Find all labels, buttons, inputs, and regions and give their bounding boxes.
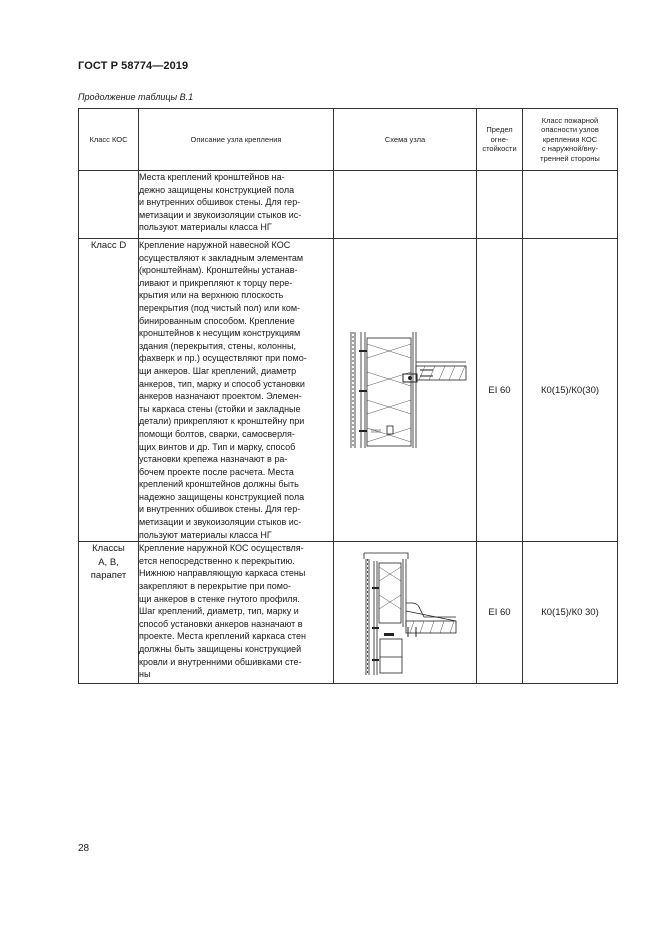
description-line: щи анкеров в стенке гнутого профиля.: [139, 593, 300, 604]
description-line: фахверк и пр.) осуществляют при помо-: [139, 353, 307, 364]
table-caption: Продолжение таблицы В.1: [78, 92, 194, 102]
parapet-scheme: [350, 547, 460, 679]
class-cell: [79, 239, 139, 542]
description-line: здания (перекрытия, стены, колонны,: [139, 340, 296, 351]
description-line: бочем проекте после расчета. Места: [139, 466, 294, 477]
description-line: дежно защищены конструкцией пола: [139, 184, 295, 195]
description-line: бинированным способом. Крепление: [139, 315, 295, 326]
class-line: А, В,: [98, 556, 119, 568]
description-line: перекрытия (под чистый пол) или ком-: [139, 302, 301, 313]
description-line: и внутренних обшивок стены. Для гер-: [139, 504, 301, 515]
fire-class-cell: К0(15)/К0(30): [523, 239, 618, 542]
description-line: Шаг креплений, диаметр, тип, марку и: [139, 606, 299, 617]
class-line: парапет: [90, 569, 127, 581]
class-cell: [79, 171, 139, 239]
description-line: осуществляют к закладным элементам: [139, 252, 304, 263]
col-header-fire-line: крепления КОС: [542, 134, 598, 144]
description-line: кровли и внутренними обшивками сте-: [139, 656, 302, 667]
description-line: анкеров назначают проектом. Элемен-: [139, 391, 302, 402]
description-line: ливают и прикрепляют к торцу пере-: [139, 277, 293, 288]
col-header-description: Описание узла крепления: [139, 109, 334, 171]
description-line: надежно защищены конструкцией пола: [139, 491, 305, 502]
description-line: ны: [139, 669, 151, 680]
description-line: помощи болтов, сварки, самосверля-: [139, 428, 295, 439]
description-line: пользуют материалы класса НГ: [139, 222, 272, 233]
description-line: метизации и звукоизоляции стыков ис-: [139, 209, 302, 220]
scheme-cell: [334, 171, 477, 239]
table-row: [79, 542, 618, 684]
description-line: крытия или на верхнюю плоскость: [139, 290, 284, 301]
col-header-fire-line: с наружной/вну-: [541, 144, 599, 154]
description-line: Крепление наружной КОС осуществля-: [139, 543, 304, 554]
description-line: кронштейнов к несущим конструкциям: [139, 328, 301, 339]
description-line: и внутренних обшивок стены. Для гер-: [139, 197, 301, 208]
description-cell: [139, 171, 334, 239]
description-line: Нижнюю направляющую каркаса стены: [139, 568, 306, 579]
limit-cell: [477, 171, 523, 239]
description-line: способ установки анкеров назначают в: [139, 618, 303, 629]
col-header-fire-class: [523, 109, 618, 171]
description-line: (кронштейнам). Кронштейны устанав-: [139, 265, 298, 276]
description-line: пользуют материалы класса НГ: [139, 529, 272, 540]
col-header-class: Класс КОС: [79, 109, 139, 171]
description-line: Места креплений кронштейнов на-: [139, 172, 285, 182]
table-row: [79, 239, 618, 542]
limit-cell: EI 60: [477, 542, 523, 684]
fastening-table: [78, 108, 618, 684]
description-line: установки крепежа назначают в ра-: [139, 454, 288, 465]
col-header-limit-line: стойкости: [482, 144, 517, 154]
col-header-scheme: Схема узла: [334, 109, 477, 171]
description-cell: [139, 239, 334, 542]
description-line: проекте. Места креплений каркаса стен: [139, 631, 306, 642]
limit-cell: EI 60: [477, 239, 523, 542]
fire-class-cell: К0(15)/К0 30): [523, 542, 618, 684]
description-line: креплений кронштейнов должны быть: [139, 479, 299, 490]
description-line: щих винтов и др. Тип и марку, способ: [139, 441, 296, 452]
description-line: закрепляют в перекрытие при помо-: [139, 581, 291, 592]
description-line: детали) прикрепляют к кронштейну при: [139, 416, 305, 427]
description-line: ты каркаса стены (стойки и закладные: [139, 403, 301, 414]
description-line: анкеров, тип, марку и способ установки: [139, 378, 305, 389]
fire-class-cell: [523, 171, 618, 239]
class-cell: [79, 542, 139, 684]
col-header-fire-line: опасности узлов: [541, 125, 599, 135]
scheme-cell: [334, 542, 477, 684]
table-row: [79, 171, 618, 239]
col-header-limit: [477, 109, 523, 171]
bracket-to-slab-scheme: [341, 330, 469, 450]
document-header: ГОСТ Р 58774—2019: [78, 60, 189, 72]
class-line: Классы: [92, 543, 125, 555]
col-header-limit-line: Предел: [486, 125, 513, 135]
col-header-fire-line: тренней стороны: [540, 153, 600, 163]
description-cell: [139, 542, 334, 684]
class-line: Класс D: [90, 240, 127, 251]
description-line: Крепление наружной навесной КОС: [139, 240, 291, 250]
page-number: 28: [78, 843, 90, 854]
description-line: ется непосредственно к перекрытию.: [139, 555, 295, 566]
description-line: метизации и звукоизоляции стыков ис-: [139, 517, 302, 528]
col-header-limit-line: огне-: [490, 134, 509, 144]
col-header-fire-line: Класс пожарной: [541, 115, 599, 125]
description-line: щи анкеров. Шаг креплений, диаметр: [139, 365, 297, 376]
description-line: должны быть защищены конструкцией: [139, 644, 302, 654]
scheme-cell: [334, 239, 477, 542]
table-header-row: [79, 109, 618, 171]
